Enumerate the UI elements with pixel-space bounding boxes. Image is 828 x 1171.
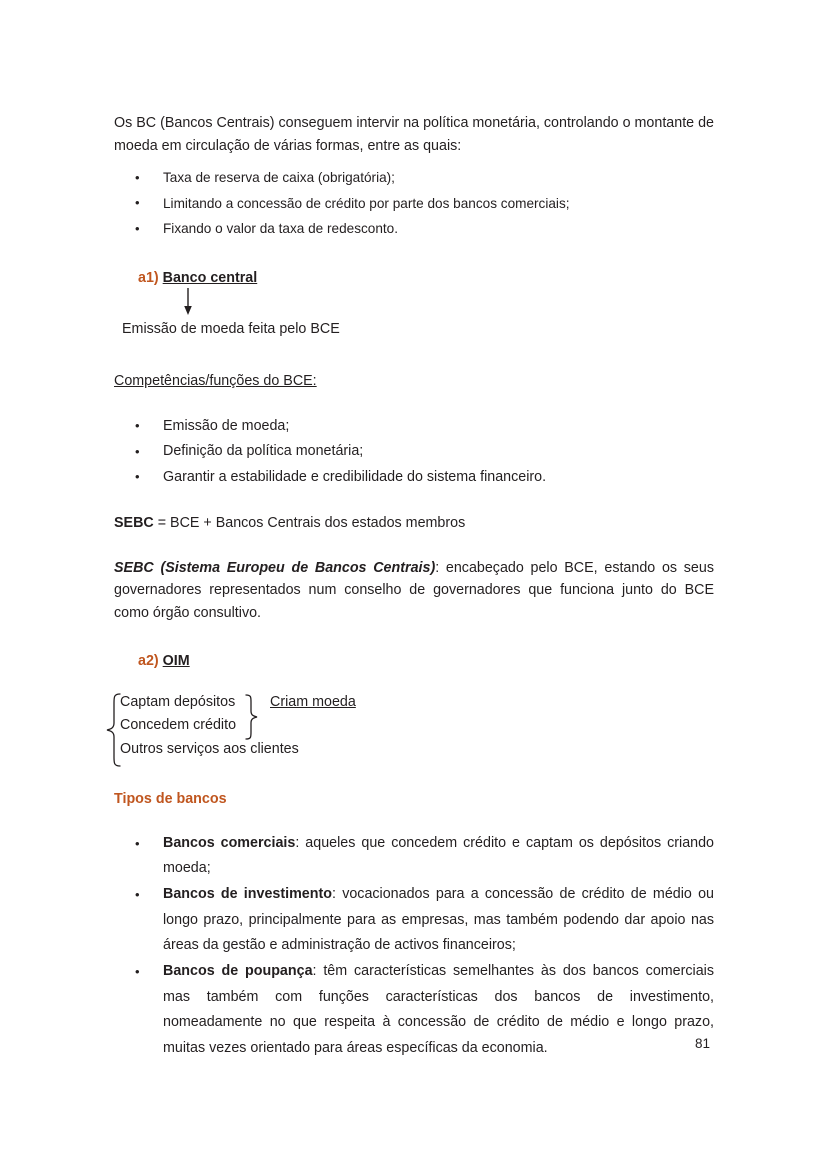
brace-item: Concedem crédito (120, 717, 237, 734)
list-item: • Emissão de moeda; (114, 414, 714, 440)
spacer (114, 535, 714, 557)
sebc-abbrev: SEBC (114, 515, 154, 532)
section-marker-a1: a1) (138, 269, 159, 286)
spacer (114, 157, 714, 165)
brace-diagram (110, 691, 714, 773)
list-item: • Limitando a concessão de crédito por parte dos bancos comerciais; (114, 191, 714, 217)
tipos-de-bancos-heading: Tipos de bancos (114, 790, 227, 807)
list-item: • Taxa de reserva de caixa (obrigatória); (114, 165, 714, 191)
spacer (114, 809, 714, 831)
spacer (114, 242, 714, 268)
section-marker-a2: a2) (138, 652, 159, 669)
tipo-description: : aqueles que concedem crédito e captam os depósitos criando moeda; (163, 834, 714, 877)
sebc-full-term: SEBC (Sistema Europeu de Bancos Centrais) (114, 559, 436, 576)
list-item: • Garantir a estabilidade e credibilidade do sistema financeiro. (114, 465, 714, 491)
competencias-heading (114, 370, 714, 392)
spacer (114, 340, 714, 370)
brace-item: Captam depósitos (120, 693, 236, 710)
section-label-a1: Banco central (162, 269, 258, 286)
list-item (114, 882, 714, 959)
spacer (114, 671, 714, 691)
tipo-description: : têm características semelhantes às dos bancos comerciais mas também com funções características dos bancos de investimento, nomeadamente no que respeita à concessão de crédito de médio e longo prazo, muitas vezes orientado para áreas específicas da economia. (163, 963, 714, 1057)
tipos-bullet-list (114, 831, 714, 1062)
intro-bullet-list (114, 165, 714, 242)
list-item (114, 831, 714, 882)
spacer (114, 392, 714, 414)
sebc-full-paragraph (114, 557, 714, 625)
section-label-a2: OIM (162, 652, 190, 669)
emissao-note: Emissão de moeda feita pelo BCE (122, 320, 340, 337)
tipo-term: Bancos de investimento (163, 885, 332, 902)
list-item: • Fixando o valor da taxa de redesconto. (114, 216, 714, 242)
brace-result-label: Criam moeda (270, 693, 356, 710)
down-arrow-container (114, 288, 714, 318)
spacer (114, 490, 714, 512)
brace-item: Outros serviços aos clientes (120, 740, 299, 757)
small-right-brace-icon (244, 693, 260, 741)
list-item: • Definição da política monetária; (114, 439, 714, 465)
list-item (114, 959, 714, 1062)
arrow-down-icon (180, 288, 196, 318)
sebc-short-line (114, 512, 714, 535)
section-heading-a2 (114, 651, 714, 671)
sebc-full-rest: : encabeçado pelo BCE, estando os seus governadores representados num conselho de governadores que funciona junto do BCE como órgão consultivo. (114, 559, 714, 621)
spacer (114, 773, 714, 789)
competencias-bullet-list (114, 414, 714, 491)
sebc-short-rest: = BCE + Bancos Centrais dos estados membros (153, 515, 466, 532)
tipo-term: Bancos de poupança (163, 963, 313, 980)
spacer (114, 625, 714, 651)
page-number: 81 (695, 1036, 711, 1051)
tipo-term: Bancos comerciais (163, 834, 296, 851)
page-content (114, 112, 714, 1062)
competencias-heading-text: Competências/funções do BCE: (114, 372, 317, 389)
section-heading-a1 (114, 268, 714, 288)
tipo-description: : vocacionados para a concessão de crédito de médio ou longo prazo, principalmente para as empresas, mas também podendo dar apoio nas áreas da gestão e administração de activos financeiros; (163, 885, 715, 954)
intro-paragraph: Os BC (Bancos Centrais) conseguem intervir na política monetária, controlando o montante de moeda em circulação de várias formas, entre as quais: (114, 115, 714, 154)
